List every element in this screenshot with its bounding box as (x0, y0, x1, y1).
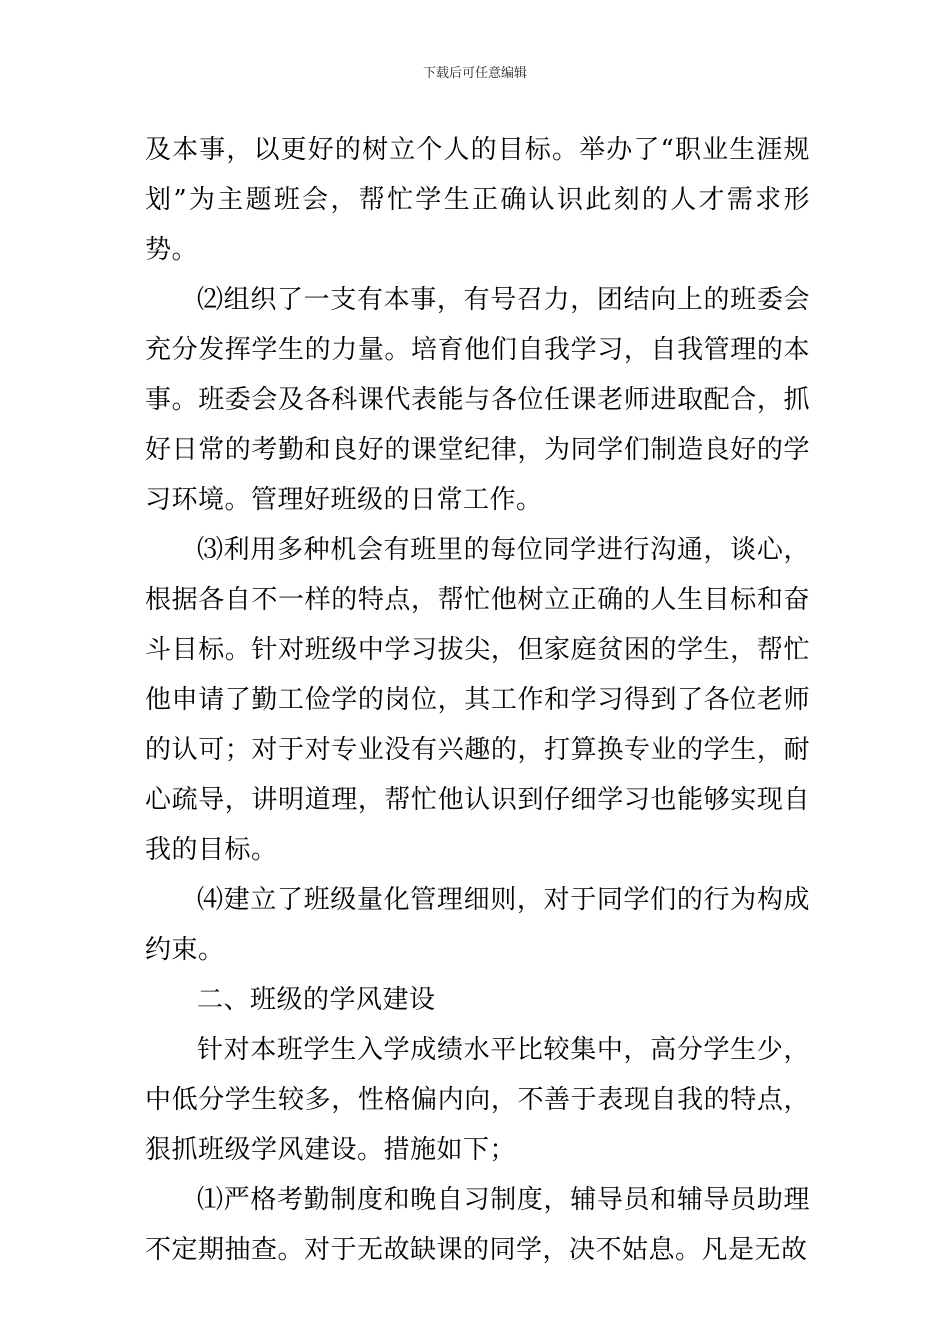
paragraph-6: ⑴严格考勤制度和晚自习制度，辅导员和辅导员助理不定期抽查。对于无故缺课的同学，决不姑息。凡是无故 (145, 1185, 810, 1265)
page-header-note: 下载后可任意编辑 (422, 66, 527, 81)
section-heading: 二、班级的学风建设 (197, 985, 436, 1015)
paragraph-5: 针对本班学生入学成绩水平比较集中，高分学生少，中低分学生较多，性格偏内向，不善于表现自我的特点，狠抓班级学风建设。措施如下； (145, 1035, 810, 1165)
paragraph-2: ⑵组织了一支有本事，有号召力，团结向上的班委会充分发挥学生的力量。培育他们自我学习，自我管理的本事。班委会及各科课代表能与各位任课老师进取配合，抓好日常的考勤和良好的课堂纪律，为同学们制造良好的学习环境。管理好班级的日常工作。 (145, 285, 810, 515)
paragraph-4: ⑷建立了班级量化管理细则，对于同学们的行为构成约束。 (145, 885, 810, 965)
paragraph-1: 及本事，以更好的树立个人的目标。举办了“职业生涯规划”为主题班会，帮忙学生正确认识此刻的人才需求形势。 (145, 135, 810, 265)
paragraph-3: ⑶利用多种机会有班里的每位同学进行沟通，谈心，根据各自不一样的特点，帮忙他树立正确的人生目标和奋斗目标。针对班级中学习拔尖，但家庭贫困的学生，帮忙他申请了勤工俭学的岗位，其工作和学习得到了各位老师的认可；对于对专业没有兴趣的，打算换专业的学生，耐心疏导，讲明道理，帮忙他认识到仔细学习也能够实现自我的目标。 (145, 535, 810, 865)
document-body (145, 125, 810, 1275)
